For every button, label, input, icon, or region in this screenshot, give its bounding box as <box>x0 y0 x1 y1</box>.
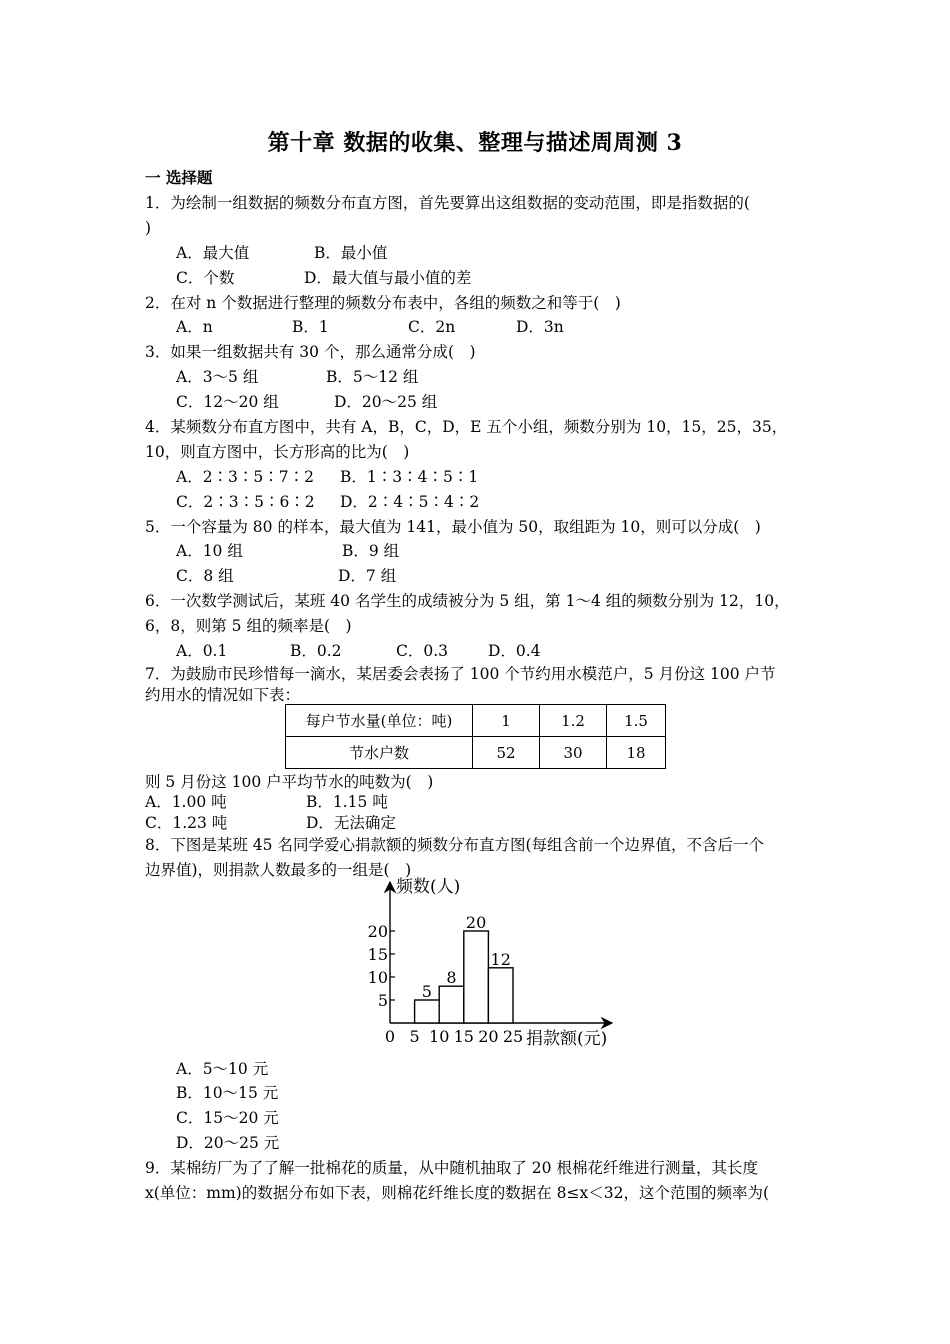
q2-option-b: B．1 <box>292 318 329 336</box>
q1-option-a: A．最大值 <box>176 244 250 262</box>
q2-option-a: A．n <box>176 318 213 336</box>
histogram-bar <box>439 986 464 1023</box>
table-cell: 1.2 <box>540 705 607 737</box>
table-cell: 52 <box>473 737 540 769</box>
q6-option-c: C．0.3 <box>396 642 449 660</box>
q6-text-cont: 6，8，则第 5 组的频率是( ) <box>145 617 352 635</box>
q2-option-d: D．3n <box>516 318 564 336</box>
q2-option-c: C．2n <box>408 318 456 336</box>
y-tick-label: 20 <box>367 922 388 941</box>
table-cell: 18 <box>607 737 666 769</box>
histogram-bar <box>415 1000 440 1023</box>
table-cell: 节水户数 <box>286 737 473 769</box>
q8-option-d: D．20～25 元 <box>176 1134 280 1152</box>
x-tick-label: 20 <box>478 1027 499 1046</box>
q3-option-c: C．12～20 组 <box>176 393 279 411</box>
q9-text: 9．某棉纺厂为了了解一批棉花的质量，从中随机抽取了 20 根棉花纤维进行测量，其长度 <box>145 1159 758 1177</box>
q4-option-a: A．2∶3∶5∶7∶2 <box>176 468 315 486</box>
q6-option-b: B．0.2 <box>290 642 342 660</box>
q6-option-d: D．0.4 <box>488 642 541 660</box>
x-tick-label: 5 <box>409 1027 420 1046</box>
table-cell: 1.5 <box>607 705 666 737</box>
x-tick-label: 0 <box>384 1027 396 1046</box>
q5-option-c: C．8 组 <box>176 567 234 585</box>
x-tick-label: 25 <box>502 1027 524 1046</box>
q1-option-d: D．最大值与最小值的差 <box>304 269 472 287</box>
q4-option-c: C．2∶3∶5∶6∶2 <box>176 493 315 511</box>
table-cell: 每户节水量(单位：吨) <box>286 705 473 737</box>
q4-option-b: B．1∶3∶4∶5∶1 <box>340 468 479 486</box>
q6-text: 6．一次数学测试后，某班 40 名学生的成绩被分为 5 组，第 1～4 组的频数分别为 12，10， <box>145 592 790 610</box>
x-axis-title: 捐款额(元) <box>526 1029 608 1049</box>
q7-text: 7．为鼓励市民珍惜每一滴水，某居委会表扬了 100 个节约用水模范户，5 月份这 100 户节 <box>145 665 776 683</box>
q1-option-b: B．最小值 <box>314 244 388 262</box>
q4-option-d: D．2∶4∶5∶4∶2 <box>340 493 480 511</box>
q3-text: 3．如果一组数据共有 30 个，那么通常分成( ) <box>145 343 476 361</box>
x-tick-label: 15 <box>453 1027 474 1046</box>
section-heading: 一 选择题 <box>145 168 213 187</box>
q4-text-cont: 10，则直方图中，长方形高的比为( ) <box>145 443 410 461</box>
table-cell: 30 <box>540 737 607 769</box>
q7-text-cont: 约用水的情况如下表： <box>145 686 301 704</box>
q8-text-cont: 边界值)，则捐款人数最多的一组是( ) <box>145 861 412 879</box>
q8-option-a: A．5～10 元 <box>176 1060 269 1078</box>
q5-option-b: B．9 组 <box>342 542 400 560</box>
table-row <box>286 737 666 769</box>
histogram-bar <box>488 968 513 1023</box>
y-tick-label: 5 <box>377 991 388 1010</box>
q8-text: 8．下图是某班 45 名同学爱心捐款额的频数分布直方图(每组含前一个边界值，不含后一个 <box>145 836 764 854</box>
histogram-bar <box>464 931 489 1023</box>
q7-option-a: A．1.00 吨 <box>145 793 227 811</box>
y-axis-title: 频数(人) <box>396 877 461 897</box>
q4-text: 4．某频数分布直方图中，共有 A，B，C，D，E 五个小组，频数分别为 10，15，25，35， <box>145 418 788 436</box>
table-row <box>286 705 666 737</box>
bar-value-label: 20 <box>465 913 487 932</box>
q9-text-cont: x(单位：mm)的数据分布如下表，则棉花纤维长度的数据在 8≤x＜32，这个范围的频率为( <box>145 1184 770 1202</box>
q6-option-a: A．0.1 <box>176 642 228 660</box>
q2-text: 2．在对 n 个数据进行整理的频数分布表中，各组的频数之和等于( ) <box>145 294 621 312</box>
q1-text: 1．为绘制一组数据的频数分布直方图，首先要算出这组数据的变动范围，即是指数据的( <box>145 194 750 212</box>
bar-value-label: 8 <box>446 968 457 988</box>
y-tick-label: 10 <box>367 968 388 987</box>
page-title: 第十章 数据的收集、整理与描述周周测 3 <box>267 130 683 156</box>
q7-option-b: B．1.15 吨 <box>306 793 388 811</box>
y-tick-label: 15 <box>367 945 388 964</box>
q3-option-d: D．20～25 组 <box>334 393 438 411</box>
q3-option-a: A．3～5 组 <box>176 368 259 386</box>
q1-text-cont: ) <box>145 219 152 237</box>
q5-text: 5．一个容量为 80 的样本，最大值为 141，最小值为 50，取组距为 10，则可以分成( ) <box>145 518 761 536</box>
bar-value-label: 12 <box>490 949 511 969</box>
q1-option-c: C．个数 <box>176 269 235 287</box>
q3-option-b: B．5～12 组 <box>326 368 419 386</box>
x-tick-label: 10 <box>429 1027 450 1046</box>
donation-histogram <box>360 876 630 1056</box>
water-saving-table <box>285 704 666 769</box>
table-cell: 1 <box>473 705 540 737</box>
q5-option-d: D．7 组 <box>338 567 397 585</box>
q8-option-c: C．15～20 元 <box>176 1109 279 1127</box>
bar-value-label: 5 <box>421 982 432 1001</box>
q7-option-c: C．1.23 吨 <box>145 814 228 832</box>
q5-option-a: A．10 组 <box>176 542 243 560</box>
q7-option-d: D．无法确定 <box>306 814 396 832</box>
q7-text-after: 则 5 月份这 100 户平均节水的吨数为( ) <box>145 773 434 791</box>
q8-option-b: B．10～15 元 <box>176 1084 279 1102</box>
